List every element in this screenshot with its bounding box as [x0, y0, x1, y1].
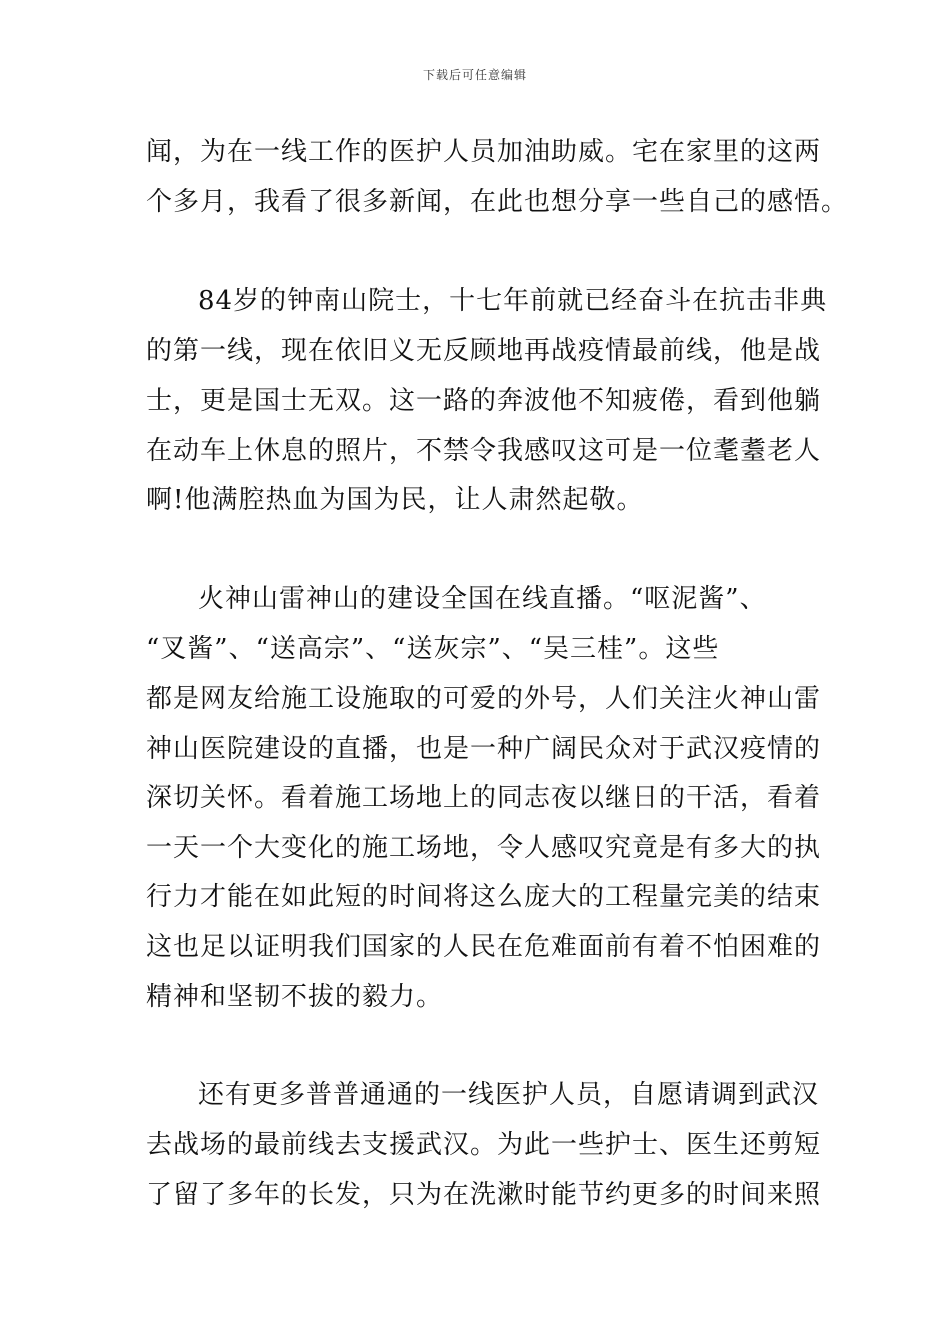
paragraph-line: 个多月，我看了很多新闻，在此也想分享一些自己的感悟。	[146, 187, 849, 217]
paragraph-line: 士，更是国士无双。这一路的奔波他不知疲倦，看到他躺	[146, 386, 822, 416]
paragraph-line: 的第一线，现在依旧义无反顾地再战疫情最前线，他是战	[146, 336, 822, 366]
paragraph-line: 都是网友给施工设施取的可爱的外号，人们关注火神山雷	[146, 684, 822, 714]
paragraph-line: 行力才能在如此短的时间将这么庞大的工程量完美的结束	[146, 882, 822, 912]
paragraph-line: 在动车上休息的照片，不禁令我感叹这可是一位耄耋老人	[146, 436, 822, 466]
paragraph-line: 啊!他满腔热血为国为民，让人肃然起敬。	[146, 485, 644, 515]
paragraph-line: “叉酱”、“送高宗”、“送灰宗”、“吴三桂”。这些	[146, 634, 720, 664]
paragraph-line: 深切关怀。看着施工场地上的同志夜以继日的干活，看着	[146, 783, 822, 813]
paragraph-line: 闻，为在一线工作的医护人员加油助威。宅在家里的这两	[146, 137, 822, 167]
paragraph-line: 神山医院建设的直播，也是一种广阔民众对于武汉疫情的	[146, 734, 822, 764]
page-header-note: 下载后可任意编辑	[422, 68, 527, 82]
paragraph-line: 一天一个大变化的施工场地，令人感叹究竟是有多大的执	[146, 833, 822, 863]
paragraph-line: 这也足以证明我们国家的人民在危难面前有着不怕困难的	[146, 932, 822, 962]
paragraph-line: 了留了多年的长发，只为在洗漱时能节约更多的时间来照	[146, 1180, 822, 1210]
paragraph-line: 还有更多普普通通的一线医护人员，自愿请调到武汉	[198, 1080, 820, 1110]
paragraph-line: 火神山雷神山的建设全国在线直播。“呕泥酱”、	[198, 584, 767, 614]
paragraph-line: 精神和坚韧不拔的毅力。	[146, 982, 444, 1012]
paragraph-line: 84岁的钟南山院士，十七年前就已经奋斗在抗击非典	[198, 286, 828, 316]
paragraph-line: 去战场的最前线去支援武汉。为此一些护士、医生还剪短	[146, 1130, 822, 1160]
